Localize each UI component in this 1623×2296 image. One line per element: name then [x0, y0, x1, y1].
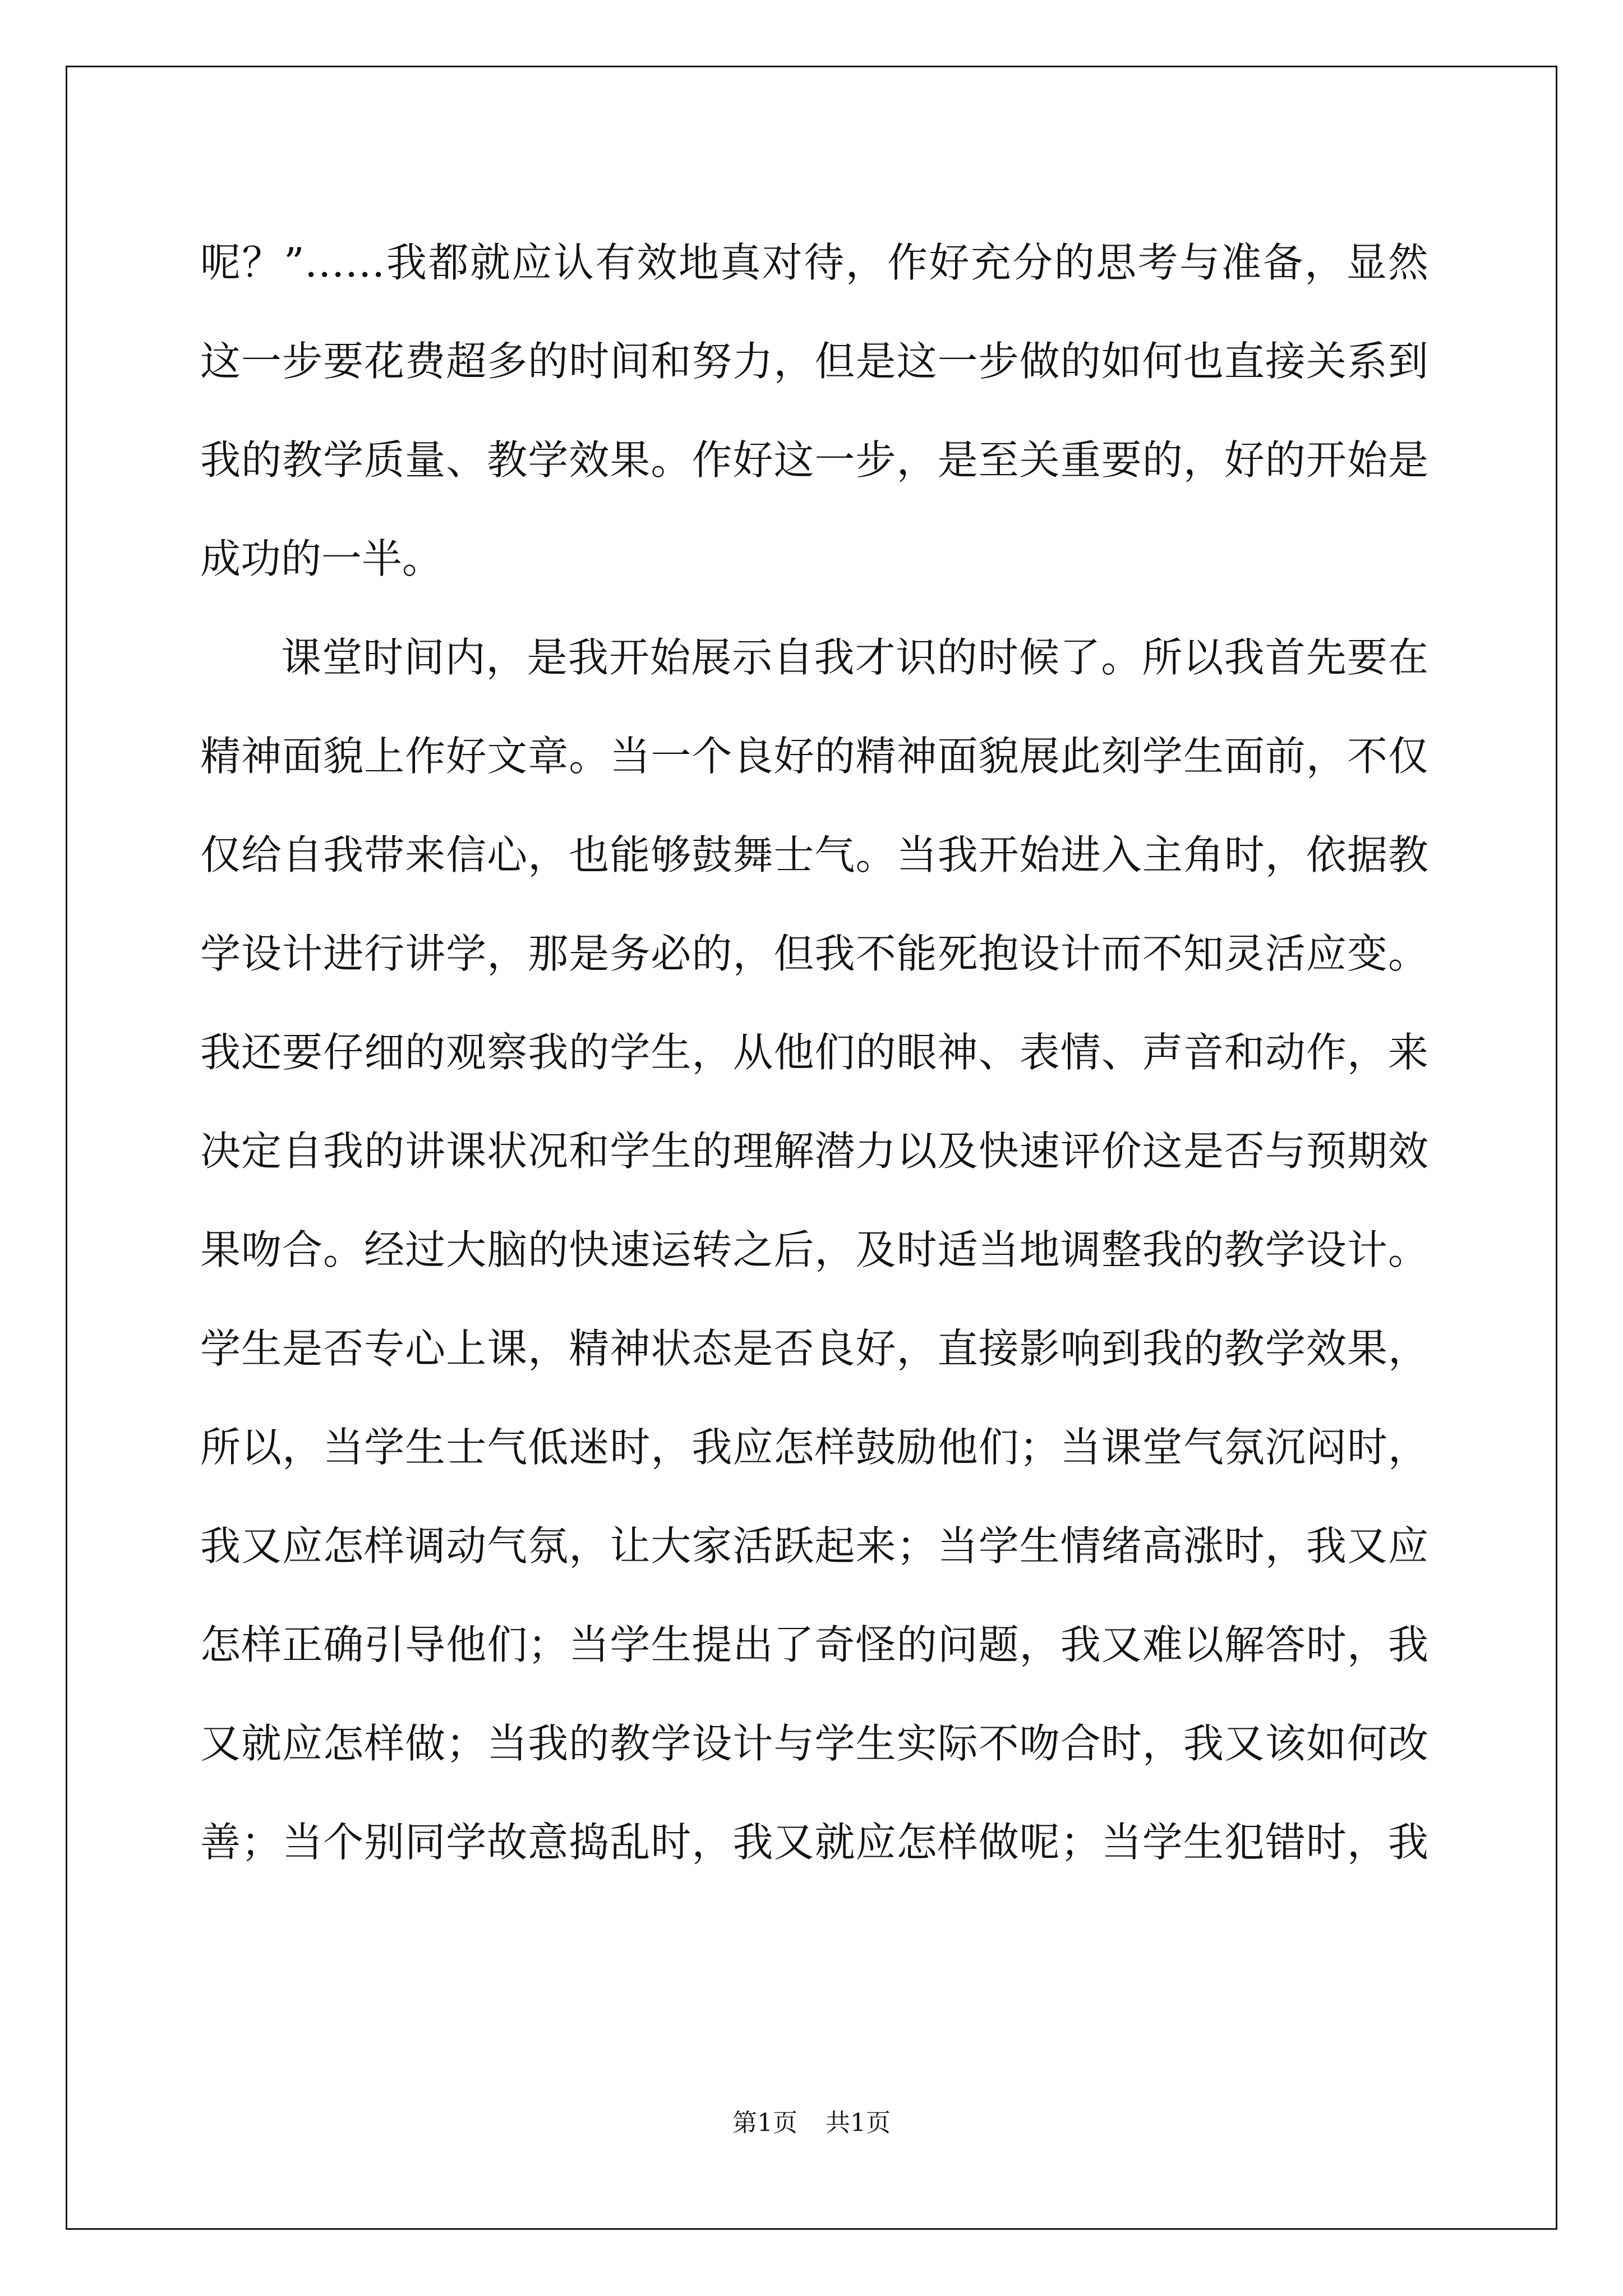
text-line: 怎样正确引导他们；当学生提出了奇怪的问题，我又难以解答时，我 [200, 1621, 1428, 1668]
text-line: 我又应怎样调动气氛，让大家活跃起来；当学生情绪高涨时，我又应 [200, 1522, 1428, 1570]
text-line: 仅给自我带来信心，也能够鼓舞士气。当我开始进入主角时，依据教 [200, 831, 1428, 878]
page-number: 第1页 [732, 2109, 797, 2137]
text-line: 这一步要花费超多的时间和努力，但是这一步做的如何也直接关系到 [200, 338, 1428, 385]
text-line: 呢？”……我都就应认有效地真对待，作好充分的思考与准备，显然 [200, 239, 1428, 286]
text-line: 学设计进行讲学，那是务必的，但我不能死抱设计而不知灵活应变。 [200, 930, 1428, 977]
text-line: 决定自我的讲课状况和学生的理解潜力以及快速评价这是否与预期效 [200, 1128, 1428, 1175]
text-line: 我的教学质量、教学效果。作好这一步，是至关重要的，好的开始是 [200, 436, 1428, 484]
page-footer [0, 2106, 1623, 2140]
text-line: 又就应怎样做；当我的教学设计与学生实际不吻合时，我又该如何改 [200, 1720, 1428, 1767]
text-line-paragraph-start: 课堂时间内，是我开始展示自我才识的时候了。所以我首先要在 [281, 634, 1428, 681]
text-line: 成功的一半。 [200, 535, 443, 582]
text-line: 所以，当学生士气低迷时，我应怎样鼓励他们；当课堂气氛沉闷时， [200, 1424, 1428, 1471]
text-line: 果吻合。经过大脑的快速运转之后，及时适当地调整我的教学设计。 [200, 1226, 1428, 1273]
text-line: 学生是否专心上课，精神状态是否良好，直接影响到我的教学效果， [200, 1325, 1428, 1372]
text-line: 善；当个别同学故意捣乱时，我又就应怎样做呢；当学生犯错时，我 [200, 1819, 1428, 1866]
text-line: 我还要仔细的观察我的学生，从他们的眼神、表情、声音和动作，来 [200, 1029, 1428, 1076]
text-line: 精神面貌上作好文章。当一个良好的精神面貌展此刻学生面前，不仅 [200, 733, 1428, 780]
document-body [200, 213, 1428, 1892]
page-total: 共1页 [826, 2109, 891, 2137]
